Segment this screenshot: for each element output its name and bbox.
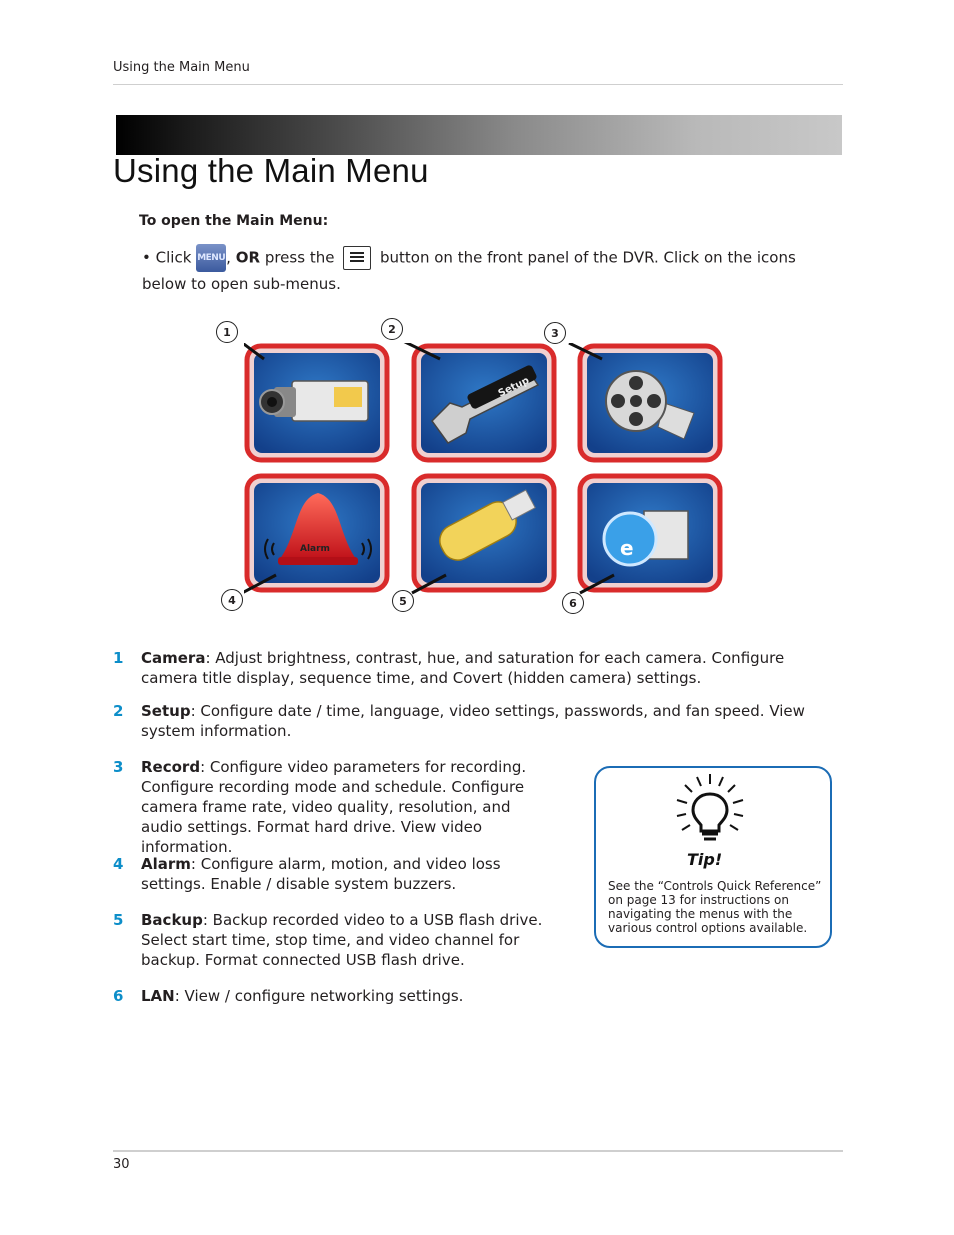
backup-tile[interactable] (414, 476, 554, 590)
menu-button-label: MENU (197, 253, 226, 263)
page-number: 30 (113, 1157, 130, 1172)
item-number: 6 (113, 987, 124, 1005)
list-item-camera (113, 648, 843, 688)
item-number: 5 (113, 911, 124, 929)
network-globe-icon (604, 511, 688, 565)
list-item-setup (113, 701, 843, 741)
record-tile[interactable] (580, 346, 720, 460)
item-term: Alarm (141, 855, 191, 873)
item-number: 4 (113, 855, 124, 873)
item-description: : Adjust brightness, contrast, hue, and saturation for each camera. Configure camera title display, sequence time, and Covert (hidden camera) settings. (141, 649, 785, 687)
item-term: Backup (141, 911, 203, 929)
lan-tile[interactable] (580, 476, 720, 590)
item-description: : Configure date / time, language, video settings, passwords, and fan speed. View system information. (141, 702, 805, 740)
item-number: 3 (113, 758, 124, 776)
item-number: 1 (113, 649, 124, 667)
svg-text:Alarm: Alarm (300, 544, 330, 554)
list-item-backup (113, 910, 553, 970)
page-title: Using the Main Menu (113, 152, 429, 189)
main-menu-icon-grid (244, 343, 724, 603)
menu-button-icon (196, 244, 226, 272)
callout-1: 1 (216, 321, 238, 343)
item-term: Camera (141, 649, 206, 667)
or-word: OR (235, 248, 261, 267)
tip-text: See the “Controls Quick Reference” on page 13 for instructions on navigating the menus with the various control options available. (608, 879, 822, 935)
callout-4: 4 (221, 589, 243, 611)
svg-text:e: e (620, 536, 634, 560)
callout-2: 2 (381, 318, 403, 340)
tip-label: Tip! (687, 850, 723, 869)
running-header: Using the Main Menu (113, 60, 250, 75)
item-description: : Configure alarm, motion, and video loss settings. Enable / disable system buzzers. (141, 855, 501, 893)
footer-divider (113, 1150, 843, 1152)
click-word: Click (155, 248, 192, 267)
section-banner (116, 115, 842, 155)
list-item-lan (113, 986, 553, 1006)
svg-text:Setup: Setup (496, 375, 532, 400)
item-description: : Configure video parameters for recording. Configure recording mode and schedule. Configure camera frame rate, video quality, resolution, and audio settings. Format hard drive. View video information. (141, 758, 527, 856)
alarm-tile[interactable] (247, 476, 387, 590)
item-number: 2 (113, 702, 124, 720)
press-text: press the (264, 248, 335, 267)
callout-6: 6 (562, 592, 584, 614)
setup-tile[interactable] (414, 346, 554, 460)
camera-tile[interactable] (247, 346, 387, 460)
header-divider (113, 84, 843, 85)
list-item-alarm (113, 854, 553, 894)
item-description: : View / configure networking settings. (174, 987, 464, 1005)
comma: , (226, 248, 231, 267)
item-term: Setup (141, 702, 191, 720)
instruction-paragraph (142, 244, 842, 297)
item-term: LAN (141, 987, 175, 1005)
callout-3: 3 (544, 322, 566, 344)
lightbulb-icon (672, 772, 748, 848)
item-description: : Backup recorded video to a USB flash drive. Select start time, stop time, and video channel for backup. Format connected USB flash drive. (141, 911, 543, 969)
item-term: Record (141, 758, 201, 776)
front-panel-menu-key-icon (343, 246, 371, 270)
main-menu-graphic (244, 343, 724, 603)
callout-5: 5 (392, 590, 414, 612)
bullet: • (142, 248, 151, 267)
tip-box (594, 766, 832, 948)
instruction-rest: button on the front panel of the DVR. Click on the icons below to open sub-menus. (142, 248, 796, 293)
subheading: To open the Main Menu: (139, 213, 329, 229)
list-item-record (113, 757, 553, 857)
